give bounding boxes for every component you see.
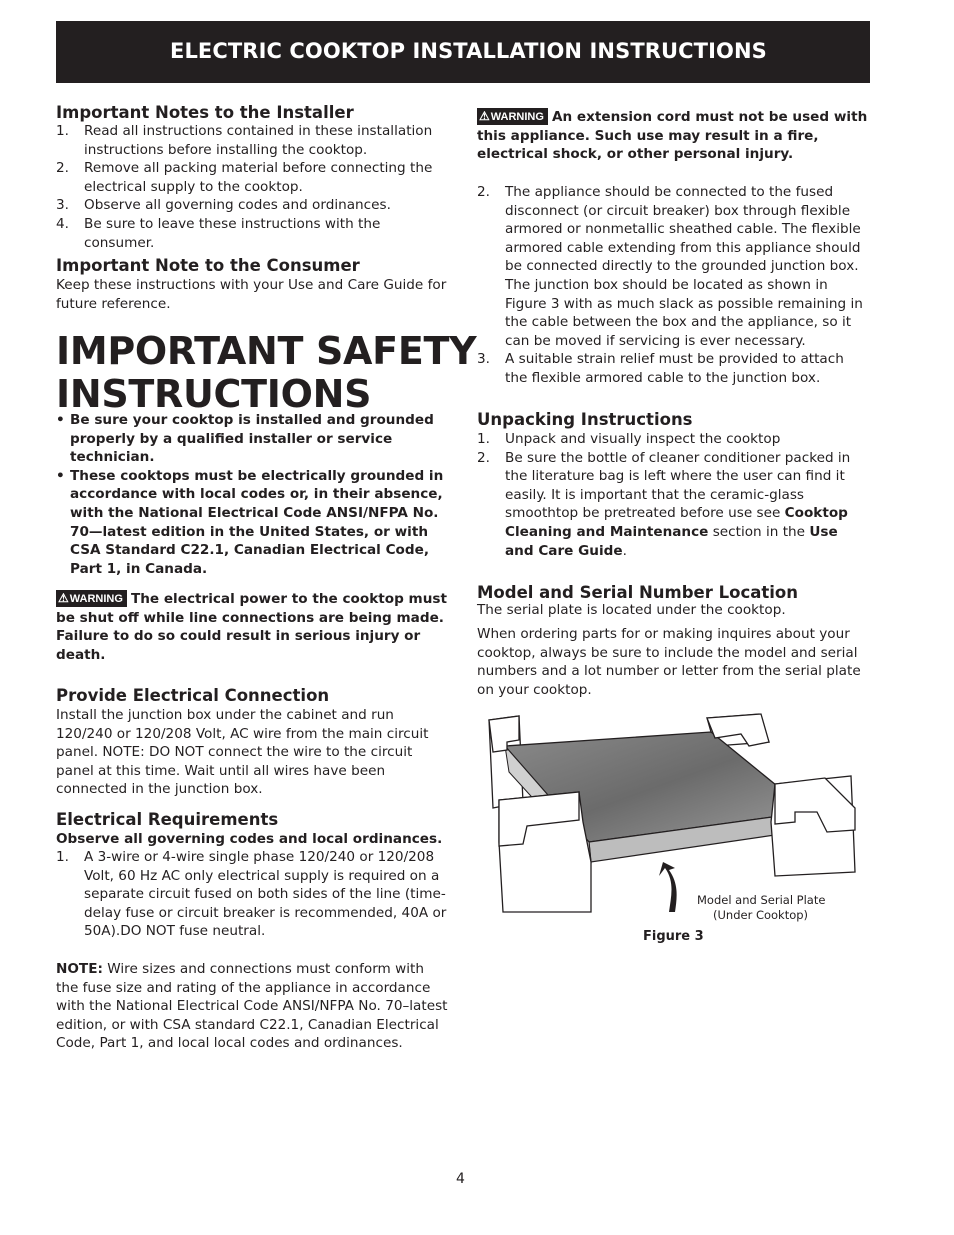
safety-title-line1: IMPORTANT SAFETY: [56, 329, 477, 373]
provide-connection-text: Install the junction box under the cabinet and run 120/240 or 120/208 Volt, AC wire from the main circuit panel. NOTE: DO NOT connect the wire to the circuit panel at this time. Wait until all wires have been connected in the junction box.: [56, 707, 429, 798]
safety-title-line2: INSTRUCTIONS: [56, 372, 372, 416]
electrical-requirements-heading: Electrical Requirements: [56, 810, 279, 829]
unpacking-heading: Unpacking Instructions: [477, 410, 693, 429]
warning-triangle-icon: ⚠: [58, 591, 69, 605]
extension-cord-warning: ⚠WARNING An extension cord must not be used with this appliance. Such use may result in a fire, electrical shock, or other personal injury.: [477, 109, 868, 163]
list-item: 1. Read all instructions contained in these installation instructions before installing the cooktop.: [56, 123, 433, 158]
header-banner: [56, 21, 870, 83]
power-warning: ⚠WARNING The electrical power to the cooktop must be shut off while line connections are being made. Failure to do so could result in serious injury or death.: [56, 591, 447, 663]
list-item: 1. A 3-wire or 4-wire single phase 120/240 or 120/208 Volt, 60 Hz AC only electrical supply is required on a separate circuit fused on both sides of the line (time-delay fuse or circuit breaker is recommended, 40A or 50A).DO NOT fuse neutral.: [56, 849, 447, 940]
model-serial-text2: When ordering parts for or making inquires about your cooktop, always be sure to include the model and serial numbers and a lot number or letter from the serial plate on your cooktop.: [477, 626, 861, 698]
warning-badge: ⚠WARNING: [477, 108, 548, 125]
electrical-requirements-subheading: Observe all governing codes and local ordinances.: [56, 831, 443, 847]
plate-label-line2: (Under Cooktop): [713, 908, 809, 922]
list-item: 2. Be sure the bottle of cleaner conditioner packed in the literature bag is left where the user can find it easily. It is important that the ceramic-glass smoothtop be pretreated before use see Cooktop Cleaning and Maintenance section in the Use and Care Guide.: [477, 449, 851, 559]
page-number: 4: [456, 1171, 465, 1187]
installer-notes-list: [56, 122, 448, 252]
unpacking-list: [477, 430, 869, 560]
consumer-note-heading: Important Note to the Consumer: [56, 256, 360, 275]
consumer-note-text: Keep these instructions with your Use and Care Guide for future reference.: [56, 277, 447, 312]
safety-bullets: [56, 411, 448, 578]
list-item: 4. Be sure to leave these instructions with the consumer.: [56, 215, 381, 251]
list-item: 2. Remove all packing material before connecting the electrical supply to the cooktop.: [56, 160, 433, 195]
figure-caption: Figure 3: [643, 929, 704, 944]
model-serial-text1: The serial plate is located under the cooktop.: [477, 602, 786, 618]
list-item: • Be sure your cooktop is installed and grounded properly by a qualified installer or service technician.: [56, 412, 434, 466]
cooktop-figure: [479, 712, 859, 931]
list-item: 3. Observe all governing codes and ordinances.: [56, 197, 391, 214]
wire-note: NOTE: Wire sizes and connections must conform with the fuse size and rating of the appliance in accordance with the National Electrical Code ANSI/NFPA No. 70–latest edition, or with CSA standard C22.1, Canadian Electrical Code, Part 1, and local local codes and ordinances.: [56, 961, 448, 1052]
list-item: 3. A suitable strain relief must be provided to attach the flexible armored cable to the junction box.: [477, 351, 844, 386]
installer-notes-heading: Important Notes to the Installer: [56, 103, 354, 122]
list-item: • These cooktops must be electrically grounded in accordance with local codes or, in their absence, with the National Electrical Code ANSI/NFPA No. 70—latest edition in the United States, or with CSA Standard C22.1, Canadian Electrical Code, Part 1, in Canada.: [56, 467, 444, 577]
electrical-requirements-list: [56, 848, 448, 941]
cooktop-illustration: [479, 712, 859, 927]
arrow-icon: [659, 862, 677, 912]
connection-list: [477, 183, 869, 388]
provide-connection-heading: Provide Electrical Connection: [56, 686, 330, 705]
page-title: ELECTRIC COOKTOP INSTALLATION INSTRUCTIONS: [170, 39, 767, 63]
warning-badge: ⚠WARNING: [56, 590, 127, 607]
model-serial-heading: Model and Serial Number Location: [477, 583, 799, 602]
list-item: 2. The appliance should be connected to the fused disconnect (or circuit breaker) box through flexible armored or nonmetallic sheathed cable. The flexible armored cable extending from this appliance should be connected directly to the grounded junction box. The junction box should be located as shown in Figure 3 with as much slack as possible remaining in the cable between the box and the appliance, so it can be moved if servicing is ever necessary.: [477, 184, 863, 349]
list-item: 1. Unpack and visually inspect the cooktop: [477, 431, 781, 447]
plate-label-line1: Model and Serial Plate: [697, 893, 826, 907]
warning-triangle-icon: ⚠: [479, 109, 490, 123]
